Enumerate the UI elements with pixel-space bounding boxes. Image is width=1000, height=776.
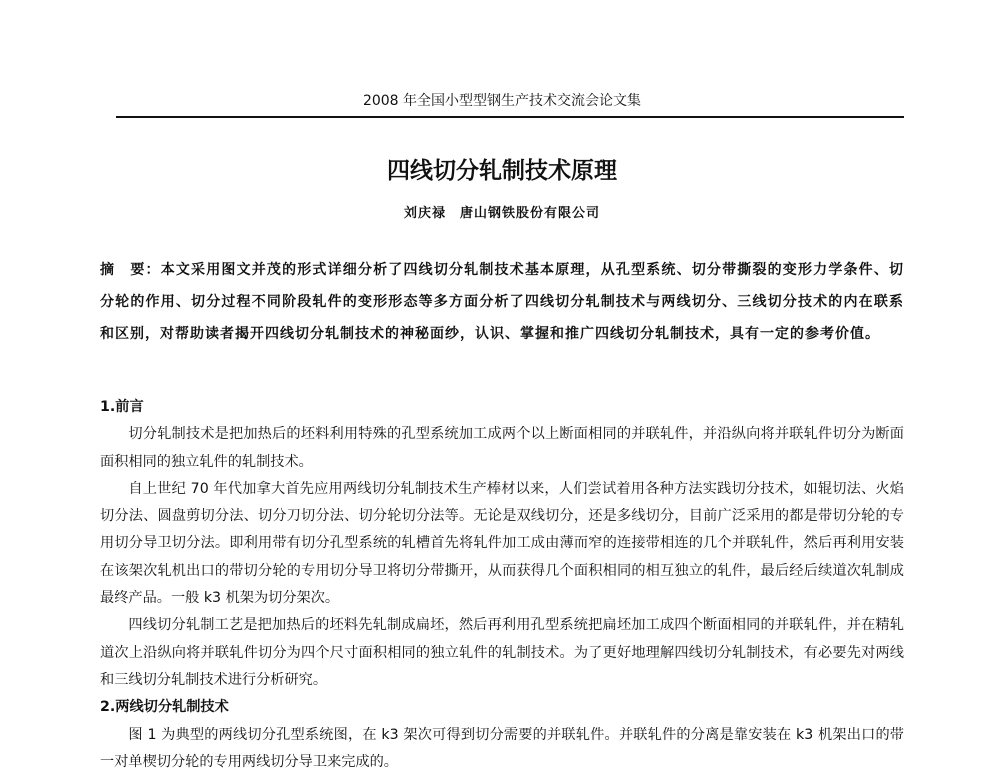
author-name: 刘庆禄 [403, 206, 446, 221]
paragraph: 自上世纪 70 年代加拿大首先应用两线切分轧制技术生产棒材以来，人们尝试着用各种方法实践切分技术，如辊切法、火焰切分法、圆盘剪切分法、切分刀切分法、切分轮切分法等。无论是双线切分，还是多线切分，目前广泛采用的都是带切分轮的专用切分导卫切分法。即利用带有切分孔型系统的轧槽首先将轧件加工成由薄而窄的连接带相连的几个并联轧件，然后再利用安装在该架次轧机出口的带切分轮的专用切分导卫将切分带撕开，从而获得几个面积相同的相互独立的轧件，最后经后续道次轧制成最终产品。一般 k3 机架为切分架次。 [100, 480, 904, 607]
paper-title: 四线切分轧制技术原理 [387, 157, 617, 184]
abstract-text: 本文采用图文并茂的形式详细分析了四线切分轧制技术基本原理，从孔型系统、切分带撕裂的变形力学条件、切分轮的作用、切分过程不同阶段轧件的变形形态等多方面分析了四线切分轧制技术与两线切分、三线切分技术的内在联系和区别，对帮助读者揭开四线切分轧制技术的神秘面纱，认识、掌握和推广四线切分轧制技术，具有一定的参考价值。 [100, 262, 905, 342]
header-rule [116, 116, 904, 118]
author-affiliation: 唐山钢铁股份有限公司 [460, 206, 601, 221]
body-text [100, 394, 904, 776]
author-line [100, 205, 904, 223]
section-heading-intro: 1.前言 [100, 399, 144, 415]
abstract [100, 254, 904, 350]
section-heading-two-line: 2.两线切分轧制技术 [100, 699, 229, 716]
paragraph: 四线切分轧制工艺是把加热后的坯料先轧制成扁坯，然后再利用孔型系统把扁坯加工成四个断面相同的并联轧件，并在精轧道次上沿纵向将并联轧件切分为四个尺寸面积相同的独立轧件的轧制技术。为了更好地理解四线切分轧制技术，有必要先对两线和三线切分轧制技术进行分析研究。 [100, 617, 904, 688]
abstract-label: 摘 要： [100, 262, 161, 278]
paragraph: 切分轧制技术是把加热后的坯料利用特殊的孔型系统加工成两个以上断面相同的并联轧件，并沿纵向将并联轧件切分为断面面积相同的独立轧件的轧制技术。 [100, 426, 904, 470]
running-header: 2008 年全国小型型钢生产技术交流会论文集 [362, 93, 642, 109]
paragraph: 图 1 为典型的两线切分孔型系统图，在 k3 架次可得到切分需要的并联轧件。并联轧件的分离是靠安装在 k3 机架出口的带一对单楔切分轮的专用两线切分导卫来完成的。 [100, 726, 904, 770]
